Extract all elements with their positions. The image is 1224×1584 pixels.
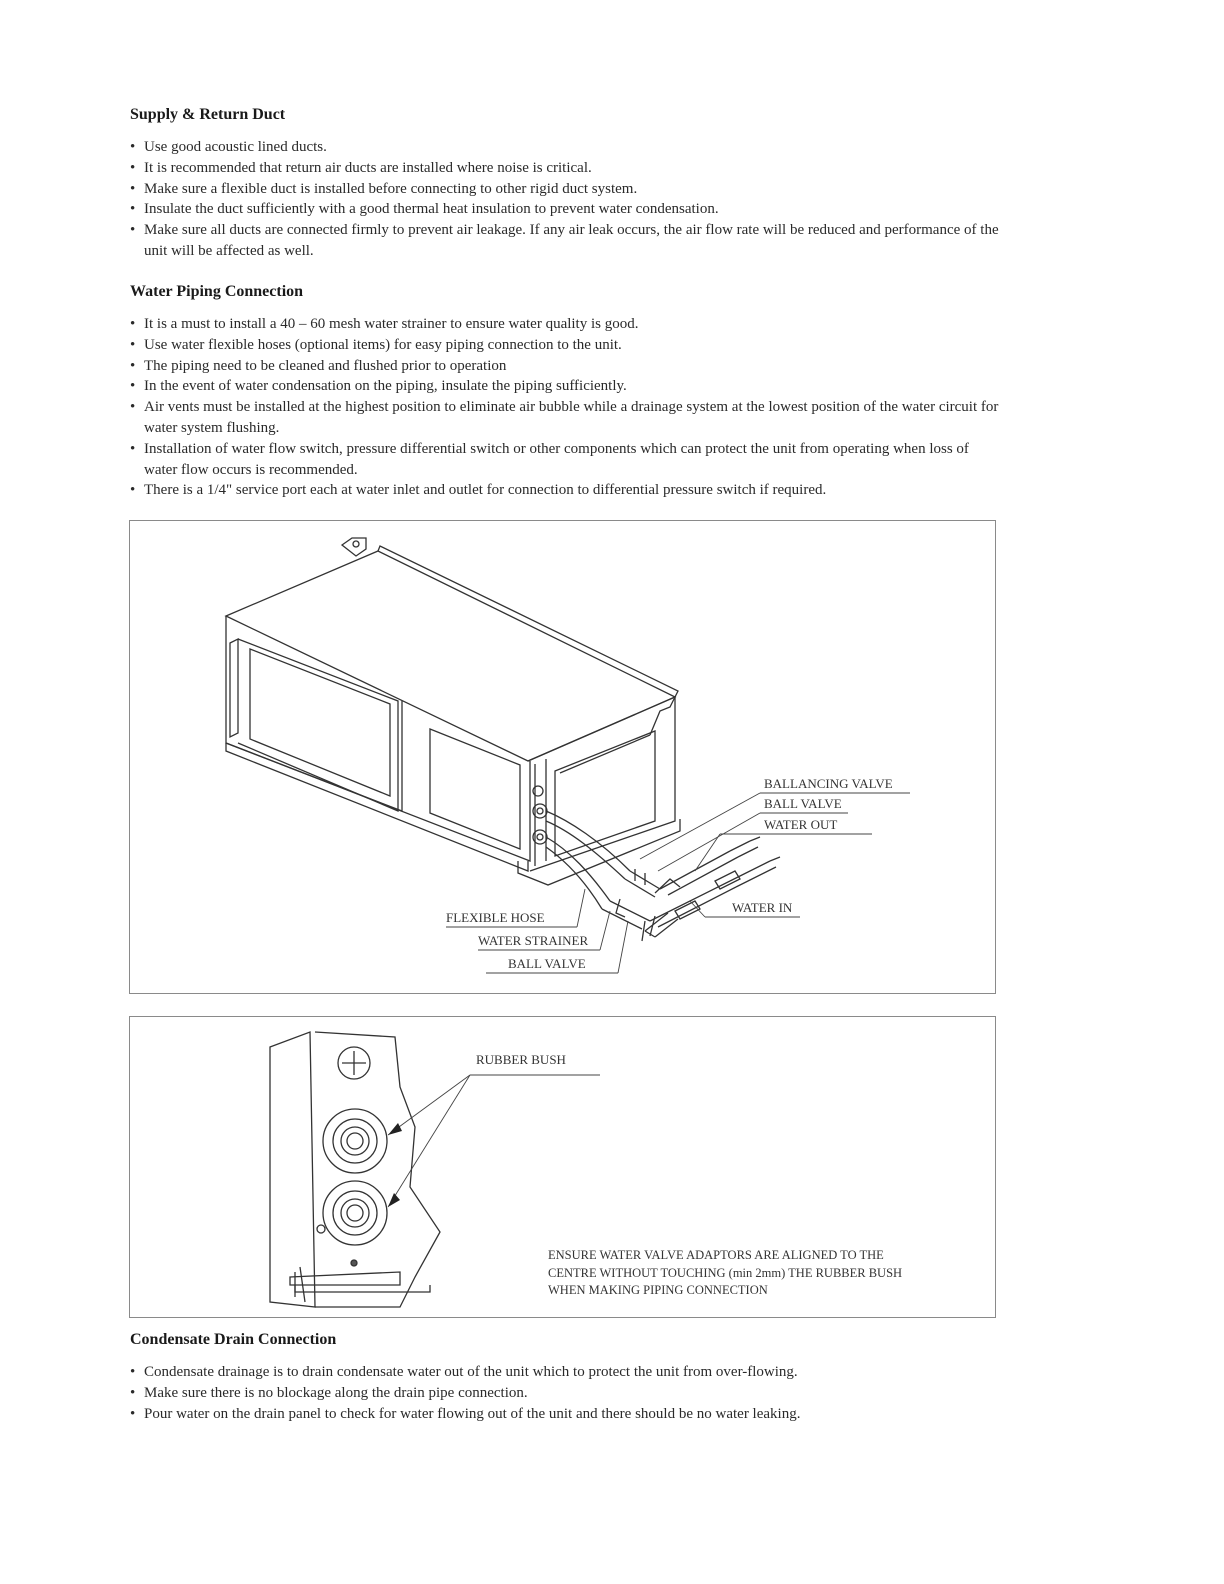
- list-item: • Make sure all ducts are connected firmly to prevent air leakage. If any air leak occurs, the air flow rate will be reduced and performance of the unit will be affected as well.: [130, 220, 1000, 262]
- supply-return-duct-list: [130, 137, 1000, 262]
- alignment-note-line2: CENTRE WITHOUT TOUCHING (min 2mm) THE RUBBER BUSH: [548, 1266, 903, 1280]
- list-item: • Use water flexible hoses (optional items) for easy piping connection to the unit.: [130, 335, 1000, 356]
- water-piping-list: [130, 314, 1000, 501]
- rubber-bush-label: RUBBER BUSH: [476, 1052, 566, 1067]
- list-item: • It is recommended that return air ducts are installed where noise is critical.: [130, 158, 1000, 179]
- flexible-hose-label: FLEXIBLE HOSE: [446, 910, 545, 925]
- list-item: • Condensate drainage is to drain condensate water out of the unit which to protect the unit from over-flowing.: [130, 1362, 1000, 1383]
- water-out-label: WATER OUT: [764, 817, 838, 832]
- water-strainer-label: WATER STRAINER: [478, 933, 589, 948]
- list-item: • Use good acoustic lined ducts.: [130, 137, 1000, 158]
- list-item: • It is a must to install a 40 – 60 mesh water strainer to ensure water quality is good.: [130, 314, 1000, 335]
- section-title-water-piping: Water Piping Connection: [130, 283, 304, 300]
- unit-piping-drawing: [130, 521, 995, 993]
- list-item: • There is a 1/4" service port each at water inlet and outlet for connection to differential pressure switch if required.: [130, 480, 1000, 501]
- condensate-drain-list: [130, 1362, 1000, 1424]
- rubber-bush-drawing: [130, 1017, 995, 1317]
- alignment-note-line3: WHEN MAKING PIPING CONNECTION: [548, 1283, 768, 1297]
- list-item: • Make sure there is no blockage along the drain pipe connection.: [130, 1383, 1000, 1404]
- list-item: • Air vents must be installed at the highest position to eliminate air bubble while a drainage system at the lowest position of the water circuit for water system flushing.: [130, 397, 1000, 439]
- ball-valve-bottom-label: BALL VALVE: [508, 956, 586, 971]
- list-item: • Pour water on the drain panel to check for water flowing out of the unit and there should be no water leaking.: [130, 1404, 1000, 1425]
- unit-piping-diagram: [129, 520, 996, 994]
- list-item: • The piping need to be cleaned and flushed prior to operation: [130, 356, 1000, 377]
- rubber-bush-detail-diagram: [129, 1016, 996, 1318]
- list-item: • Make sure a flexible duct is installed before connecting to other rigid duct system.: [130, 179, 1000, 200]
- ballancing-valve-label: BALLANCING VALVE: [764, 776, 893, 791]
- section-title-supply-return-duct: Supply & Return Duct: [130, 106, 286, 123]
- list-item: • In the event of water condensation on the piping, insulate the piping sufficiently.: [130, 376, 1000, 397]
- list-item: • Insulate the duct sufficiently with a good thermal heat insulation to prevent water condensation.: [130, 199, 1000, 220]
- water-in-label: WATER IN: [732, 900, 793, 915]
- alignment-note-line1: ENSURE WATER VALVE ADAPTORS ARE ALIGNED TO THE: [548, 1248, 884, 1262]
- ball-valve-top-label: BALL VALVE: [764, 796, 842, 811]
- section-title-condensate-drain: Condensate Drain Connection: [130, 1331, 337, 1348]
- list-item: • Installation of water flow switch, pressure differential switch or other components which can protect the unit from operating when loss of water flow occurs is recommended.: [130, 439, 1000, 481]
